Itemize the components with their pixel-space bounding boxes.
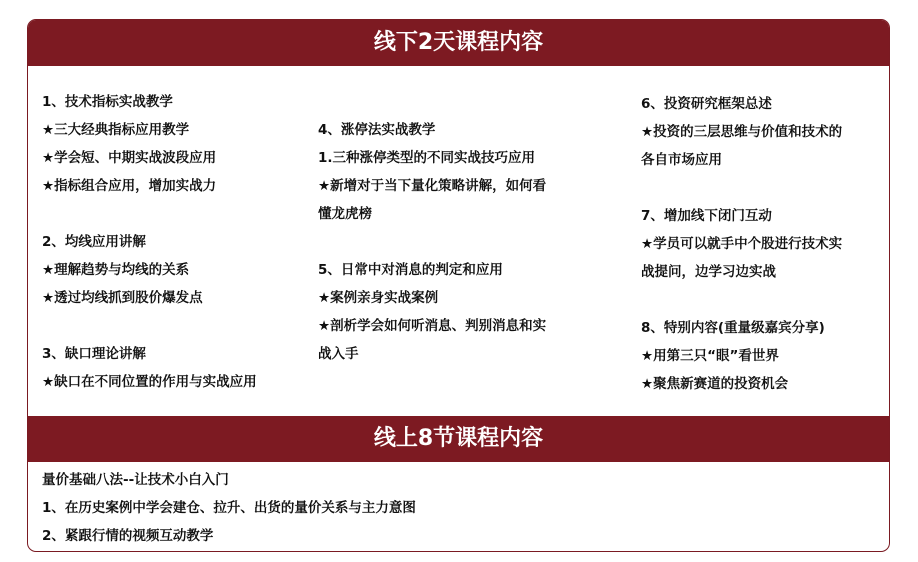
course-line: 7、增加线下闭门互动 xyxy=(641,208,772,224)
spacer xyxy=(42,312,332,340)
offline-course-title: 线下2天课程内容 xyxy=(28,20,889,66)
course-line: ★缺口在不同位置的作用与实战应用 xyxy=(42,374,257,390)
course-line: ★用第三只“眼”看世界 xyxy=(641,348,779,364)
offline-column-3 xyxy=(641,90,890,398)
course-line: ★投资的三层思维与价值和技术的 xyxy=(641,124,843,140)
course-line: 2、紧跟行情的视频互动教学 xyxy=(42,528,214,544)
course-line: ★理解趋势与均线的关系 xyxy=(42,262,190,278)
course-line: ★聚焦新赛道的投资机会 xyxy=(641,376,789,392)
spacer xyxy=(318,228,618,256)
course-line: 各自市场应用 xyxy=(641,152,722,168)
course-line: 1、在历史案例中学会建仓、拉升、出货的量价关系与主力意图 xyxy=(42,500,416,516)
course-card xyxy=(27,19,890,552)
course-line: ★剖析学会如何听消息、判别消息和实 xyxy=(318,318,547,334)
course-line: 战入手 xyxy=(318,346,359,362)
course-line: 量价基础八法--让技术小白入门 xyxy=(42,472,229,488)
spacer xyxy=(641,286,890,314)
offline-column-1 xyxy=(42,88,332,396)
course-line: 2、均线应用讲解 xyxy=(42,234,146,250)
online-course-title: 线上8节课程内容 xyxy=(28,416,889,462)
offline-column-2 xyxy=(318,116,618,368)
course-line: ★新增对于当下量化策略讲解，如何看 xyxy=(318,178,547,194)
course-line: ★案例亲身实战案例 xyxy=(318,290,439,306)
course-line: 8、特别内容(重量级嘉宾分享) xyxy=(641,320,825,336)
course-line: 4、涨停法实战教学 xyxy=(318,122,436,138)
course-line: 战提问，边学习边实战 xyxy=(641,264,776,280)
course-line: ★透过均线抓到股价爆发点 xyxy=(42,290,203,306)
spacer xyxy=(42,200,332,228)
course-line: ★指标组合应用，增加实战力 xyxy=(42,178,217,194)
course-line: 3、缺口理论讲解 xyxy=(42,346,146,362)
course-line: ★学员可以就手中个股进行技术实 xyxy=(641,236,843,252)
course-line: ★三大经典指标应用教学 xyxy=(42,122,190,138)
course-line: 1.三种涨停类型的不同实战技巧应用 xyxy=(318,150,536,166)
course-line: 5、日常中对消息的判定和应用 xyxy=(318,262,503,278)
spacer xyxy=(641,174,890,202)
course-line: 1、技术指标实战教学 xyxy=(42,94,173,110)
course-line: 懂龙虎榜 xyxy=(318,206,372,222)
course-line: 6、投资研究框架总述 xyxy=(641,96,772,112)
online-course-list xyxy=(42,466,416,550)
course-line: ★学会短、中期实战波段应用 xyxy=(42,150,217,166)
